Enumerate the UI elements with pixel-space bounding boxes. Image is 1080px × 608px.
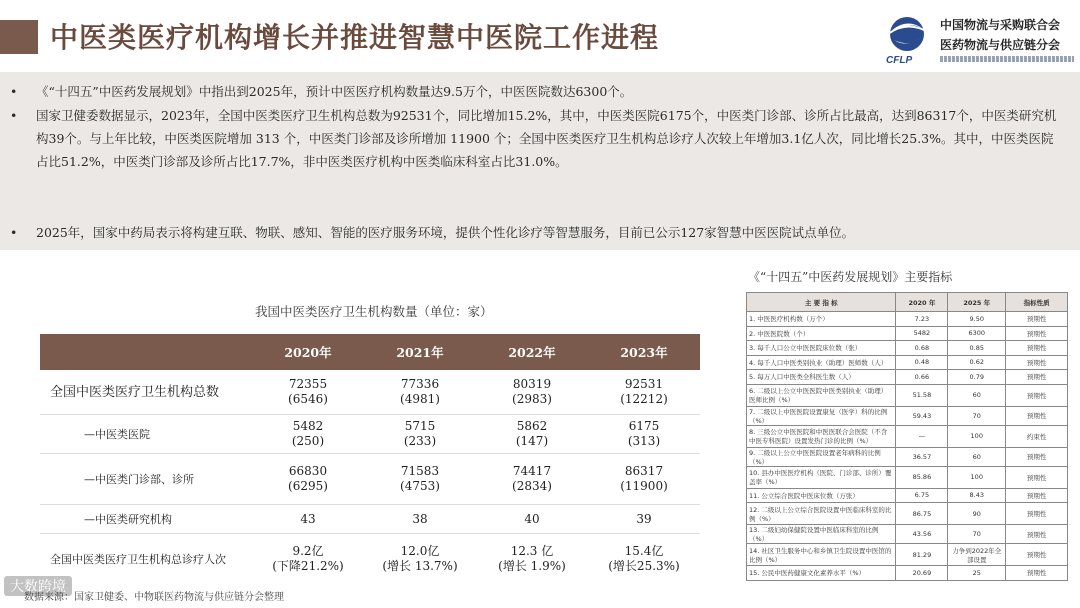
cell-change: (6295) <box>288 479 328 493</box>
cell-value: 86317 <box>624 464 664 478</box>
table-header-cell: 2021年 <box>364 334 476 370</box>
table-cell <box>364 415 476 454</box>
table-row <box>747 466 1068 488</box>
indicator-cell: 5. 每万人口中医类全科医生数（人） <box>747 370 896 385</box>
cell-value: 12.3 亿 <box>510 544 554 558</box>
cell-change: (313) <box>627 434 661 448</box>
globe-logo-icon <box>884 14 930 54</box>
table-row <box>747 341 1068 356</box>
table-row <box>747 488 1068 503</box>
cell-value: 40 <box>524 511 540 526</box>
table-row <box>747 326 1068 341</box>
table-cell: 0.79 <box>948 370 1006 385</box>
table-header-row <box>747 293 1068 312</box>
cell-change: (233) <box>403 434 437 448</box>
table-cell: 100 <box>948 466 1006 488</box>
table-cell <box>252 534 364 585</box>
table-header-cell: 2025 年 <box>948 293 1006 312</box>
table-cell: 20.69 <box>896 566 948 581</box>
table-cell <box>252 505 364 534</box>
table-cell: 预期性 <box>1006 447 1068 466</box>
bullet-item <box>10 104 1060 173</box>
indicator-cell: 4. 每千人口中医类别执业（助理）医师数（人） <box>747 355 896 370</box>
platform-watermark: 大数跨境 <box>4 576 72 596</box>
indicator-cell: 2. 中医医院数（个） <box>747 326 896 341</box>
table-cell <box>476 534 588 585</box>
table-cell: — <box>896 425 948 447</box>
bullet-text: 2025年，国家中药局表示将构建互联、物联、感知、智能的医疗服务环境，提供个性化诊疗等智慧服务，目前已公示127家智慧中医医院试点单位。 <box>36 225 855 240</box>
table-header-cell: 主 要 指 标 <box>747 293 896 312</box>
table-cell: 5482 <box>896 326 948 341</box>
table-cell: 86.75 <box>896 503 948 525</box>
table-cell: 60 <box>948 384 1006 406</box>
cell-value: 72355 <box>288 377 328 391</box>
table-cell: 预期性 <box>1006 466 1068 488</box>
row-label: 全国中医类医疗卫生机构总诊疗人次 <box>50 552 226 566</box>
cell-change: (147) <box>515 434 549 448</box>
table-row <box>747 503 1068 525</box>
table-cell <box>588 370 700 415</box>
indicator-cell: 10. 县办中医医疗机构（医院、门诊部、诊所）覆盖率（%） <box>747 466 896 488</box>
table-row <box>40 370 700 415</box>
table-cell: 0.48 <box>896 355 948 370</box>
table-cell: 43.56 <box>896 525 948 544</box>
cell-value: 9.2亿 <box>292 544 324 558</box>
table-row <box>747 406 1068 425</box>
table-cell: 预期性 <box>1006 566 1068 581</box>
table-cell: 8.43 <box>948 488 1006 503</box>
table-cell: 6.75 <box>896 488 948 503</box>
table-row <box>747 566 1068 581</box>
table-cell <box>476 370 588 415</box>
indicator-cell: 1. 中医医疗机构数（万个） <box>747 312 896 327</box>
table-header-cell: 2023年 <box>588 334 700 370</box>
cell-change: (6546) <box>288 392 328 406</box>
table-row <box>747 544 1068 566</box>
table-cell: 预期性 <box>1006 503 1068 525</box>
cell-value: 38 <box>412 511 428 526</box>
table-cell: 预期性 <box>1006 384 1068 406</box>
table-row <box>40 505 700 534</box>
cflp-logo <box>884 14 1074 74</box>
table-cell: 0.68 <box>896 341 948 356</box>
indicator-cell: 12. 二级以上公立综合医院设置中医临床科室的比例（%） <box>747 503 896 525</box>
main-table-title: 我国中医类医疗卫生机构数量（单位：家） <box>255 304 493 319</box>
cell-change: (下降21.2%) <box>272 559 344 573</box>
table-cell <box>364 505 476 534</box>
bullet-item <box>10 221 1060 244</box>
table-row <box>747 370 1068 385</box>
table-cell: 9.50 <box>948 312 1006 327</box>
indicator-cell: 6. 二级以上公立中医医院中医类别执业（助理）医师比例（%） <box>747 384 896 406</box>
table-cell: 85.86 <box>896 466 948 488</box>
bullet-marker: • <box>10 84 18 99</box>
table-cell <box>588 454 700 505</box>
cell-value: 12.0亿 <box>400 544 440 558</box>
logo-url-strip <box>940 56 1074 62</box>
cell-value: 6175 <box>628 419 660 433</box>
table-cell: 59.43 <box>896 406 948 425</box>
table-cell: 0.66 <box>896 370 948 385</box>
cell-change: (增长25.3%) <box>608 559 680 573</box>
cell-value: 66830 <box>288 464 328 478</box>
cell-value: 5482 <box>292 419 324 433</box>
table-cell <box>476 415 588 454</box>
table-cell: 预期性 <box>1006 341 1068 356</box>
table-row <box>747 355 1068 370</box>
row-label: 全国中医类医疗卫生机构总数 <box>40 370 252 415</box>
cell-change: (2834) <box>512 479 552 493</box>
table-row <box>40 415 700 454</box>
row-label: —中医类医院 <box>40 415 252 454</box>
institution-count-table <box>40 334 700 584</box>
table-cell: 预期性 <box>1006 406 1068 425</box>
cell-change: (250) <box>291 434 325 448</box>
table-row <box>747 447 1068 466</box>
cell-value: 5715 <box>404 419 436 433</box>
cell-change: (增长 13.7%) <box>382 559 458 573</box>
table-cell <box>588 415 700 454</box>
bullet-marker: • <box>10 225 18 240</box>
table-row <box>747 384 1068 406</box>
table-cell <box>588 534 700 585</box>
indicator-cell: 11. 公立综合医院中医床位数（万张） <box>747 488 896 503</box>
cell-change: (12212) <box>620 392 668 406</box>
row-label: —中医类研究机构 <box>40 505 252 534</box>
table-header-cell: 2020年 <box>252 334 364 370</box>
table-cell: 100 <box>948 425 1006 447</box>
table-cell <box>364 454 476 505</box>
table-cell: 预期性 <box>1006 544 1068 566</box>
table-row <box>747 312 1068 327</box>
table-header-cell: 指标性质 <box>1006 293 1068 312</box>
bullet-text: 国家卫健委数据显示，2023年，全国中医类医疗卫生机构总数为92531个，同比增加15.2%，其中，中医类医院6175个，中医类门诊部、诊所占比最高，达到86317个，中医类研究机构39个。与上年比较，中医类医院增加 313 个，中医类门诊部及诊所增加 11900 个；全国中医类医疗卫生机构总诊疗人次较上年增加3.1亿人次，同比增长25.3%。其中，中医类医院占比51.2%，中医类门诊部及诊所占比17.7%，非中医类医疗机构中医类临床科室占比31.0%。 <box>36 108 1057 169</box>
table-cell: 51.58 <box>896 384 948 406</box>
bullet-item <box>10 80 1060 103</box>
cell-change: (11900) <box>620 479 668 493</box>
bullet-text: 《“十四五”中医药发展规划》中指出到2025年，预计中医医疗机构数量达9.5万个，中医医院数达6300个。 <box>36 84 633 99</box>
table-cell: 预期性 <box>1006 370 1068 385</box>
table-cell: 预期性 <box>1006 488 1068 503</box>
table-cell: 36.57 <box>896 447 948 466</box>
table-cell <box>364 534 476 585</box>
table-cell <box>476 505 588 534</box>
table-cell: 70 <box>948 525 1006 544</box>
table-header-cell: 2022年 <box>476 334 588 370</box>
table-cell <box>252 370 364 415</box>
table-cell <box>252 415 364 454</box>
table-row <box>40 454 700 505</box>
bullet-marker: • <box>10 108 18 123</box>
table-row <box>40 534 700 585</box>
cell-value: 77336 <box>400 377 440 391</box>
logo-branch-name: 医药物流与供应链分会 <box>940 38 1061 52</box>
cell-value: 92531 <box>624 377 664 391</box>
cell-change: (4753) <box>400 479 440 493</box>
table-cell: 25 <box>948 566 1006 581</box>
indicator-cell: 3. 每千人口公立中医医院床位数（张） <box>747 341 896 356</box>
summary-bullets <box>0 72 1080 250</box>
indicator-cell: 14. 社区卫生服务中心和乡镇卫生院设置中医馆的比例（%） <box>747 544 896 566</box>
row-label: —中医类门诊部、诊所 <box>40 454 252 505</box>
table-cell: 90 <box>948 503 1006 525</box>
logo-short-name: CFLP <box>886 55 913 66</box>
title-accent-bar <box>0 20 38 54</box>
cell-value: 74417 <box>512 464 552 478</box>
table-cell <box>476 454 588 505</box>
table-cell: 81.29 <box>896 544 948 566</box>
table-cell: 预期性 <box>1006 525 1068 544</box>
cell-value: 5862 <box>516 419 548 433</box>
indicator-cell: 15. 公民中医药健康文化素养水平（%） <box>747 566 896 581</box>
cell-value: 43 <box>300 511 316 526</box>
cell-value: 80319 <box>512 377 552 391</box>
indicator-cell: 9. 二级以上公立中医医院设置老年病科的比例（%） <box>747 447 896 466</box>
table-cell: 7.23 <box>896 312 948 327</box>
table-cell: 力争到2022年全部设置 <box>948 544 1006 566</box>
table-header-row <box>40 334 700 370</box>
table-cell <box>364 370 476 415</box>
table-header-cell <box>40 334 252 370</box>
table-cell: 0.85 <box>948 341 1006 356</box>
cell-change: (2983) <box>512 392 552 406</box>
table-cell: 预期性 <box>1006 326 1068 341</box>
cell-change: (增长 1.9%) <box>498 559 566 573</box>
cell-change: (4981) <box>400 392 440 406</box>
table-cell: 0.62 <box>948 355 1006 370</box>
table-row <box>747 425 1068 447</box>
table-cell: 6300 <box>948 326 1006 341</box>
table-cell <box>588 505 700 534</box>
table-cell: 约束性 <box>1006 425 1068 447</box>
page-title: 中医类医疗机构增长并推进智慧中医院工作进程 <box>50 21 660 54</box>
table-cell: 预期性 <box>1006 355 1068 370</box>
cell-value: 71583 <box>400 464 440 478</box>
indicator-cell: 8. 三级公立中医医院和中医医联合会医院（不含中医专科医院）设置发热门诊的比例（%） <box>747 425 896 447</box>
table-cell: 预期性 <box>1006 312 1068 327</box>
table-cell: 70 <box>948 406 1006 425</box>
side-table-title: 《“十四五”中医药发展规划》主要指标 <box>748 270 953 284</box>
table-row <box>747 525 1068 544</box>
cell-value: 15.4亿 <box>624 544 664 558</box>
table-cell <box>252 454 364 505</box>
logo-org-name: 中国物流与采购联合会 <box>940 18 1061 32</box>
indicator-cell: 13. 二级妇幼保健院设置中医临床科室的比例（%） <box>747 525 896 544</box>
table-header-cell: 2020 年 <box>896 293 948 312</box>
data-source-note: 数据来源：国家卫健委、中物联医药物流与供应链分会整理 <box>24 592 284 603</box>
cell-value: 39 <box>636 511 652 526</box>
plan-indicators-table <box>746 292 1068 581</box>
table-cell: 60 <box>948 447 1006 466</box>
indicator-cell: 7. 二级以上中医医院设置康复（医学）科的比例（%） <box>747 406 896 425</box>
